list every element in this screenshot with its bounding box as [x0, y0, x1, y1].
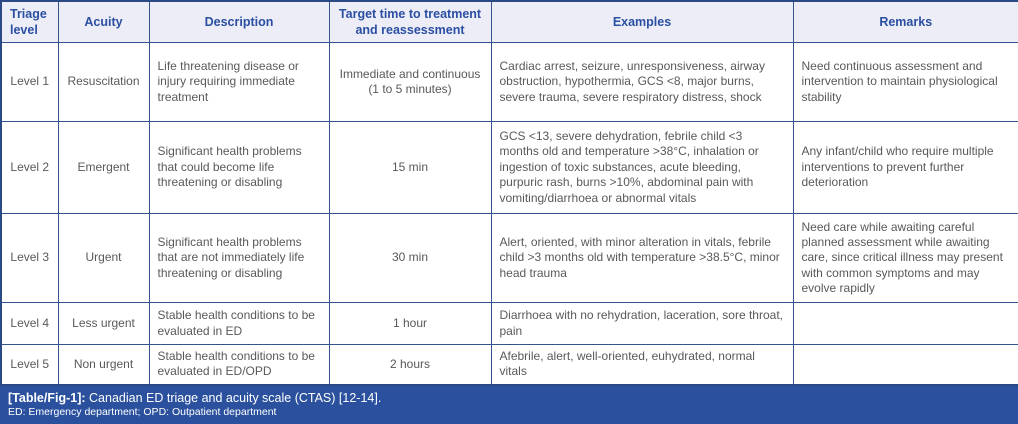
cell-examples: Afebrile, alert, well-oriented, euhydrated, normal vitals — [491, 345, 793, 385]
cell-target-time: 30 min — [329, 214, 491, 303]
cell-target-time: 2 hours — [329, 345, 491, 385]
cell-target-time: 1 hour — [329, 303, 491, 345]
cell-description: Stable health conditions to be evaluated in ED — [149, 303, 329, 345]
cell-acuity: Less urgent — [58, 303, 149, 345]
cell-remarks: Any infant/child who require multiple interventions to prevent further deterioration — [793, 122, 1018, 214]
cell-target-time: 15 min — [329, 122, 491, 214]
figure-caption-footnote: ED: Emergency department; OPD: Outpatient department — [8, 405, 277, 418]
column-header-remarks: Remarks — [793, 1, 1018, 43]
figure-caption-band — [0, 386, 1018, 424]
column-header-examples: Examples — [491, 1, 793, 43]
column-header-description: Description — [149, 1, 329, 43]
table-row-level-5 — [1, 345, 1018, 385]
cell-description: Significant health problems that could become life threatening or disabling — [149, 122, 329, 214]
figure-caption — [8, 390, 1008, 406]
cell-examples: Diarrhoea with no rehydration, laceration, sore throat, pain — [491, 303, 793, 345]
cell-remarks — [793, 303, 1018, 345]
table-row-level-1 — [1, 43, 1018, 122]
table-row-level-4 — [1, 303, 1018, 345]
table-row-level-3 — [1, 214, 1018, 303]
figure-caption-title: Canadian ED triage and acuity scale (CTAS) [12-14]. — [85, 390, 382, 405]
figure-caption-label: [Table/Fig-1]: — [8, 390, 86, 405]
cell-acuity: Emergent — [58, 122, 149, 214]
cell-level: Level 2 — [1, 122, 58, 214]
cell-remarks: Need care while awaiting careful planned assessment while awaiting care, since critical illness may present with common symptoms and may evolve rapidly — [793, 214, 1018, 303]
table-row-level-2 — [1, 122, 1018, 214]
cell-acuity: Resuscitation — [58, 43, 149, 122]
table-header-row — [1, 1, 1018, 43]
column-header-target-time: Target time to treatment and reassessment — [329, 1, 491, 43]
cell-acuity: Non urgent — [58, 345, 149, 385]
cell-description: Significant health problems that are not immediately life threatening or disabling — [149, 214, 329, 303]
cell-description: Life threatening disease or injury requiring immediate treatment — [149, 43, 329, 122]
cell-remarks — [793, 345, 1018, 385]
cell-acuity: Urgent — [58, 214, 149, 303]
cell-level: Level 4 — [1, 303, 58, 345]
cell-target-time: Immediate and continuous (1 to 5 minutes) — [329, 43, 491, 122]
column-header-acuity: Acuity — [58, 1, 149, 43]
column-header-triage-level: Triage level — [1, 1, 58, 43]
cell-examples: Cardiac arrest, seizure, unresponsiveness, airway obstruction, hypothermia, GCS <8, major burns, severe trauma, severe respiratory distress, shock — [491, 43, 793, 122]
cell-examples: Alert, oriented, with minor alteration in vitals, febrile child >3 months old with temperature >38.5°C, minor head trauma — [491, 214, 793, 303]
cell-remarks: Need continuous assessment and intervention to maintain physiological stability — [793, 43, 1018, 122]
cell-level: Level 1 — [1, 43, 58, 122]
cell-level: Level 3 — [1, 214, 58, 303]
cell-level: Level 5 — [1, 345, 58, 385]
cell-description: Stable health conditions to be evaluated in ED/OPD — [149, 345, 329, 385]
cell-examples: GCS <13, severe dehydration, febrile child <3 months old and temperature >38°C, inhalation or ingestion of toxic substances, acute bleeding, purpuric rash, burns >10%, abdominal pain with vomiting/diarrhoea or abnormal vitals — [491, 122, 793, 214]
